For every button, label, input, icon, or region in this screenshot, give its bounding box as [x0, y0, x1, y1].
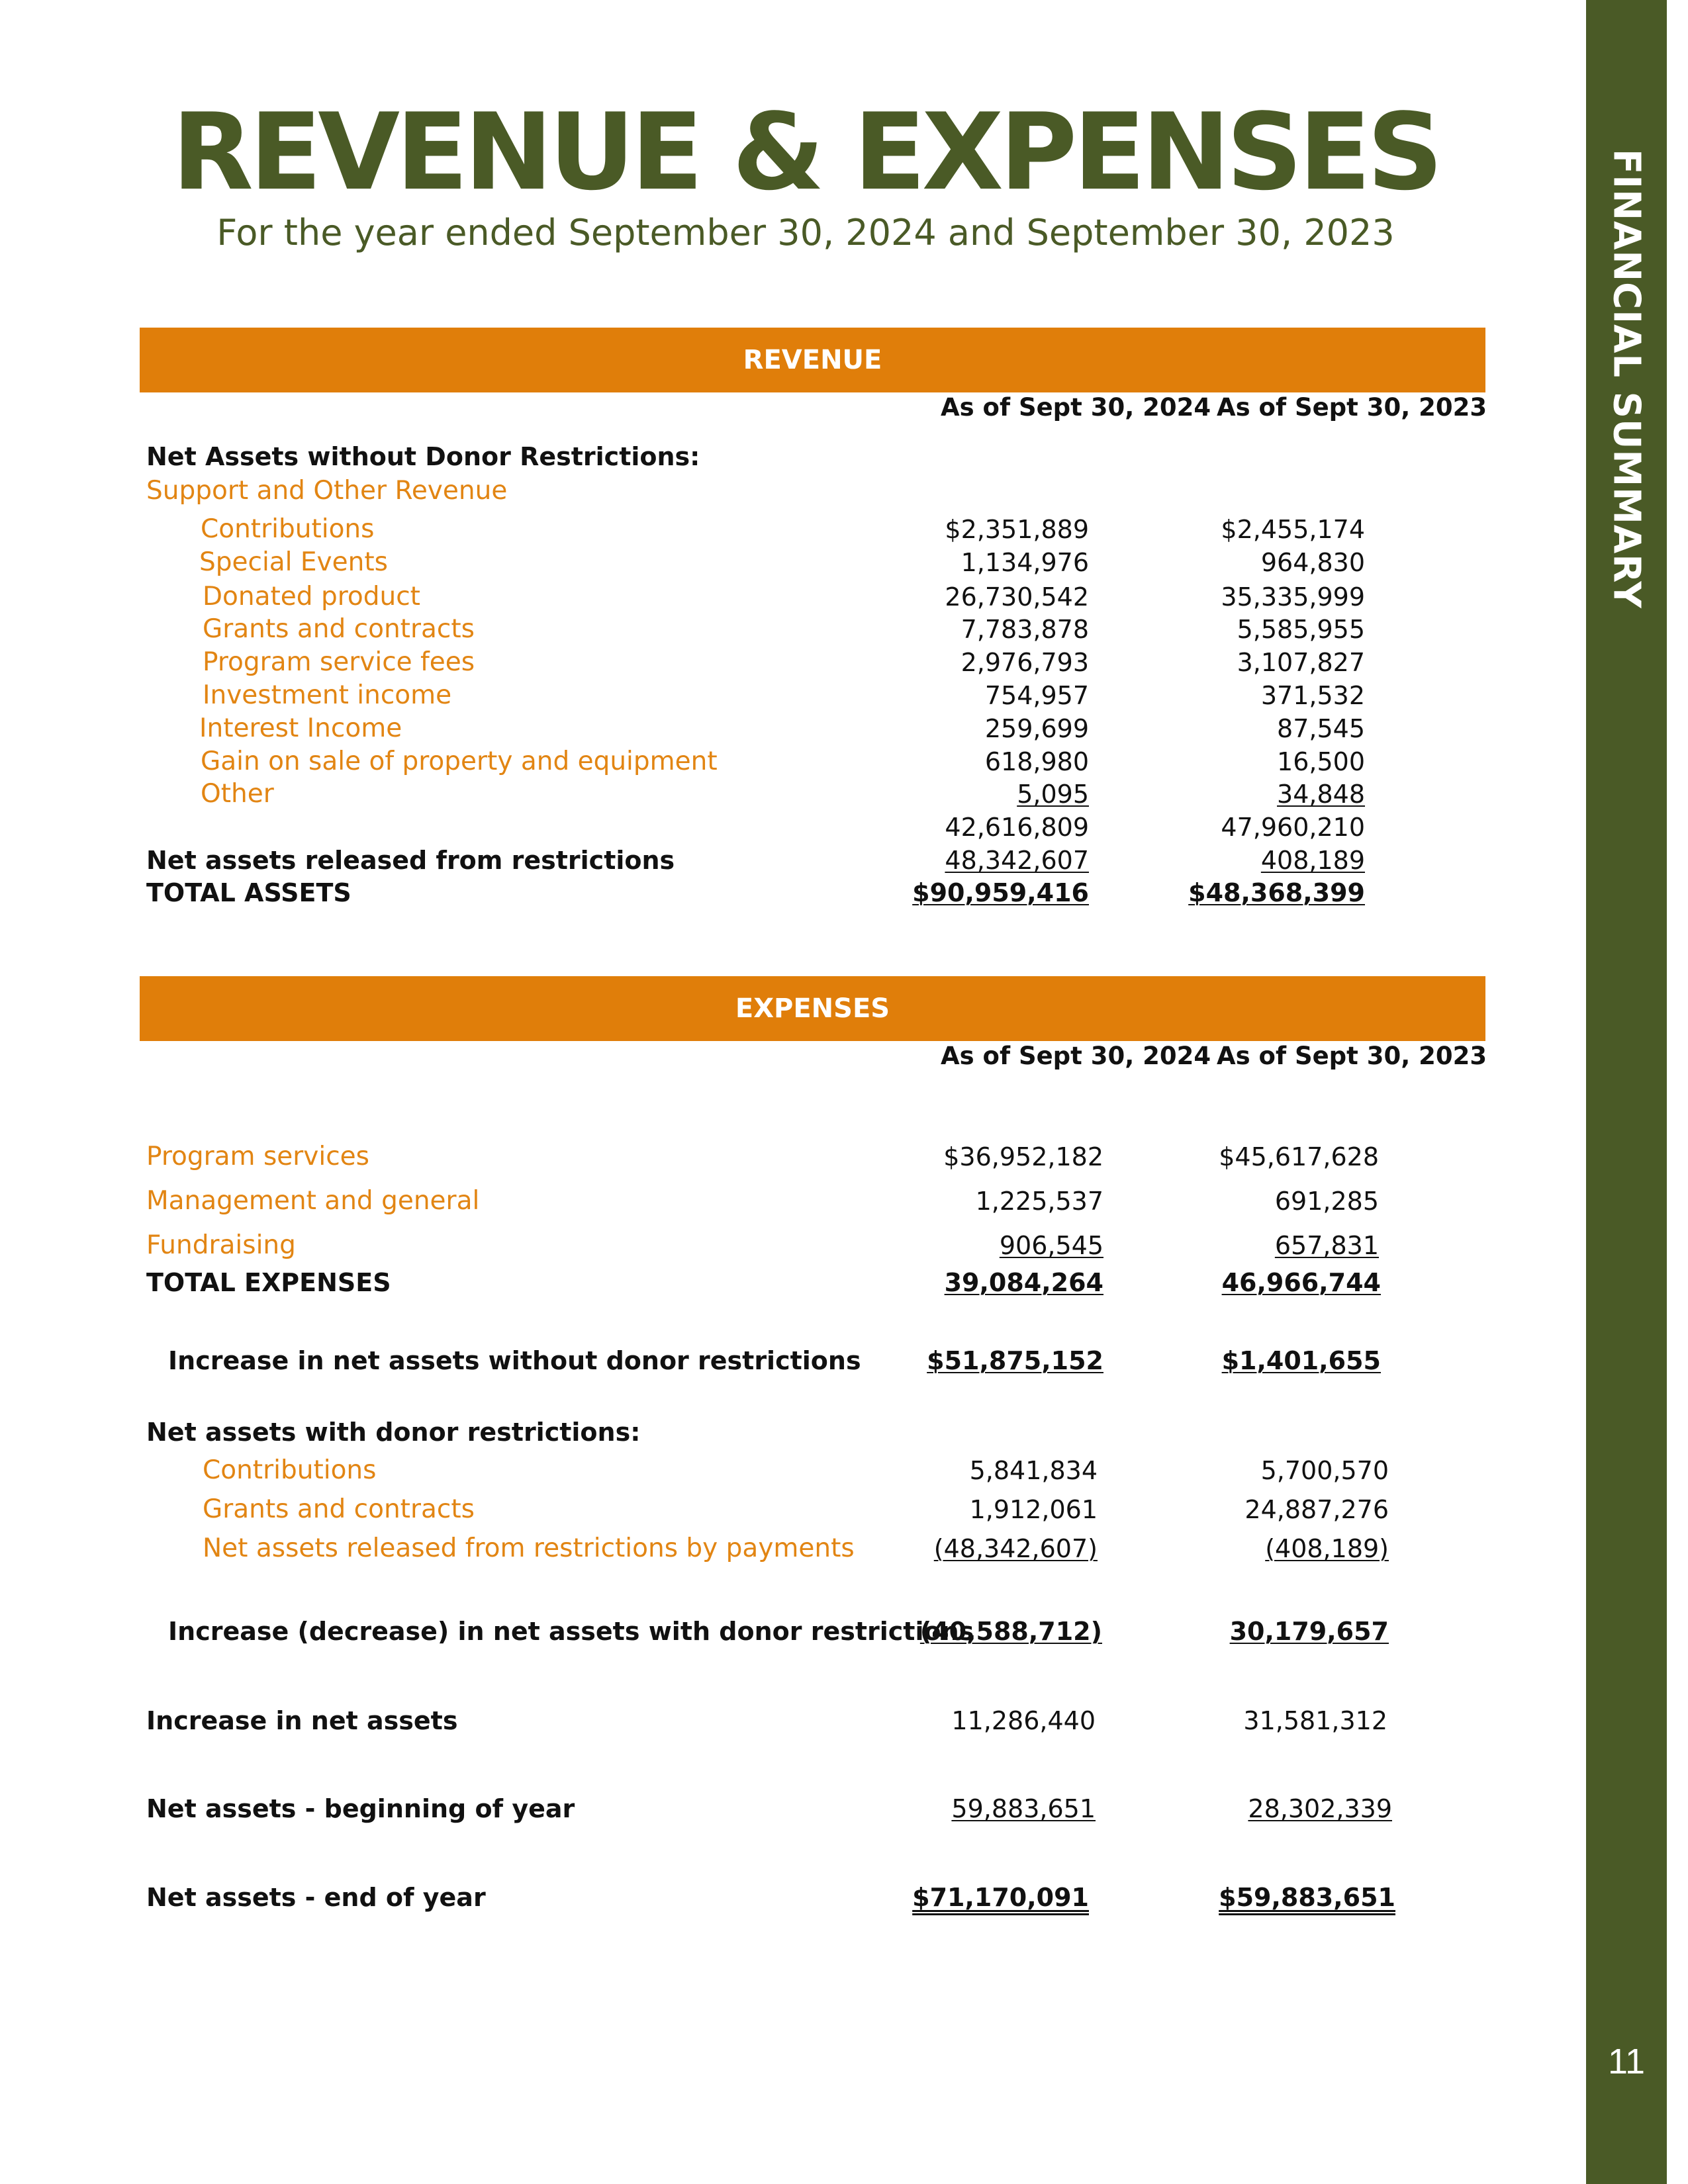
- with-restriction-row-label: Grants and contracts: [203, 1494, 475, 1524]
- with-restriction-row-label: Net assets released from restrictions by payments: [203, 1533, 855, 1563]
- revenue-row: [0, 646, 1688, 679]
- revenue-total-v2024: $90,959,416: [912, 878, 1089, 907]
- page-number: 11: [1607, 2042, 1646, 2081]
- revenue-row-v2024: 618,980: [984, 747, 1089, 776]
- expense-row-v2024: 1,225,537: [975, 1187, 1103, 1216]
- increase-net-assets-label: Increase in net assets: [146, 1706, 458, 1735]
- revenue-row-v2023: 964,830: [1260, 548, 1365, 577]
- revenue-row-v2024: 2,976,793: [961, 648, 1089, 677]
- revenue-row-v2023: 371,532: [1260, 681, 1365, 710]
- expense-row: [0, 1185, 1688, 1218]
- revenue-col-2024: As of Sept 30, 2024: [941, 393, 1211, 422]
- revenue-row-label: Grants and contracts: [203, 614, 475, 644]
- net-assets-with-heading: Net assets with donor restrictions:: [146, 1418, 641, 1447]
- revenue-row-label: Interest Income: [199, 713, 402, 743]
- revenue-row-label: Investment income: [203, 680, 452, 710]
- revenue-released-v2023: 408,189: [1260, 846, 1365, 875]
- revenue-released: [0, 844, 1688, 877]
- with-restriction-row-v2024: (48,342,607): [933, 1534, 1098, 1563]
- expense-row-v2024: $36,952,182: [943, 1142, 1103, 1171]
- increase-with-restrictions-v2023: 30,179,657: [1229, 1617, 1389, 1646]
- with-restriction-row-v2024: 5,841,834: [969, 1456, 1098, 1485]
- revenue-band: REVENUE: [140, 328, 1485, 392]
- expenses-total-v2023: 46,966,744: [1221, 1268, 1381, 1297]
- increase-without-restrictions-label: Increase in net assets without donor restrictions: [168, 1346, 861, 1375]
- revenue-subtotal: [0, 811, 1688, 844]
- revenue-row-label: Program service fees: [203, 647, 475, 677]
- revenue-row-v2024: 259,699: [984, 714, 1089, 743]
- revenue-row-label: Gain on sale of property and equipment: [201, 747, 718, 776]
- revenue-row-v2023: 3,107,827: [1237, 648, 1365, 677]
- net-assets-beginning-label: Net assets - beginning of year: [146, 1794, 575, 1823]
- increase-with-restrictions: [0, 1615, 1688, 1648]
- revenue-row-v2024: 1,134,976: [961, 548, 1089, 577]
- revenue-row: [0, 679, 1688, 712]
- expense-row: [0, 1229, 1688, 1262]
- side-title: FINANCIAL SUMMARY: [1605, 149, 1648, 609]
- expense-row-label: Program services: [146, 1142, 369, 1171]
- revenue-released-label: Net assets released from restrictions: [146, 846, 675, 875]
- revenue-total-v2023: $48,368,399: [1188, 878, 1365, 907]
- revenue-row-label: Other: [201, 779, 274, 809]
- revenue-row-v2023: 16,500: [1277, 747, 1365, 776]
- increase-net-assets-v2024: 11,286,440: [951, 1706, 1096, 1735]
- expenses-total-v2024: 39,084,264: [944, 1268, 1103, 1297]
- net-assets-beginning: [0, 1792, 1688, 1825]
- revenue-subtotal-v2024: 42,616,809: [945, 813, 1089, 842]
- with-restriction-row-v2023: 5,700,570: [1260, 1456, 1389, 1485]
- increase-without-restrictions-v2024: $51,875,152: [927, 1346, 1103, 1375]
- expense-row-label: Management and general: [146, 1186, 480, 1216]
- revenue-row-label: Donated product: [203, 582, 420, 612]
- expense-row: [0, 1140, 1688, 1173]
- expenses-total: [0, 1266, 1688, 1299]
- with-restriction-row-v2023: 24,887,276: [1244, 1495, 1389, 1524]
- expense-row-v2024: 906,545: [999, 1231, 1103, 1260]
- page-title: REVENUE & EXPENSES: [171, 90, 1440, 214]
- expenses-band: EXPENSES: [140, 976, 1485, 1041]
- revenue-released-v2024: 48,342,607: [945, 846, 1089, 875]
- revenue-row-v2024: 7,783,878: [961, 615, 1089, 644]
- revenue-row-v2023: $2,455,174: [1221, 515, 1365, 544]
- net-assets-end: [0, 1881, 1688, 1914]
- with-restriction-row: [0, 1454, 1688, 1487]
- revenue-row-v2023: 34,848: [1277, 780, 1365, 809]
- revenue-subtotal-v2023: 47,960,210: [1221, 813, 1365, 842]
- revenue-total-label: TOTAL ASSETS: [146, 878, 352, 907]
- with-restriction-row: [0, 1493, 1688, 1526]
- revenue-row-label: Special Events: [199, 547, 388, 577]
- increase-with-restrictions-label: Increase (decrease) in net assets with donor restrictions: [168, 1617, 974, 1646]
- with-restriction-row-label: Contributions: [203, 1455, 377, 1485]
- expense-row-label: Fundraising: [146, 1230, 296, 1260]
- revenue-row-v2023: 35,335,999: [1221, 582, 1365, 612]
- increase-net-assets-v2023: 31,581,312: [1243, 1706, 1387, 1735]
- increase-with-restrictions-v2024: (40,588,712): [919, 1617, 1102, 1646]
- revenue-row-label: Contributions: [201, 514, 375, 544]
- revenue-total: [0, 876, 1688, 909]
- net-assets-without-heading: Net Assets without Donor Restrictions:: [146, 442, 700, 471]
- revenue-col-2023: As of Sept 30, 2023: [1217, 393, 1487, 422]
- expense-row-v2023: $45,617,628: [1219, 1142, 1379, 1171]
- revenue-row-v2024: $2,351,889: [945, 515, 1089, 544]
- net-assets-end-v2023: $59,883,651: [1219, 1883, 1395, 1912]
- with-restriction-row-v2023: (408,189): [1265, 1534, 1389, 1563]
- with-restriction-row-v2024: 1,912,061: [969, 1495, 1098, 1524]
- revenue-row: [0, 513, 1688, 546]
- increase-without-restrictions-v2023: $1,401,655: [1221, 1346, 1381, 1375]
- increase-without-restrictions: [0, 1344, 1688, 1377]
- revenue-row-v2024: 5,095: [1017, 780, 1089, 809]
- net-assets-beginning-v2023: 28,302,339: [1248, 1794, 1392, 1823]
- revenue-row-v2024: 26,730,542: [945, 582, 1089, 612]
- revenue-row: [0, 546, 1688, 579]
- net-assets-end-label: Net assets - end of year: [146, 1883, 486, 1912]
- revenue-row: [0, 712, 1688, 745]
- net-assets-end-v2024: $71,170,091: [912, 1883, 1089, 1912]
- revenue-row: [0, 778, 1688, 811]
- expense-row-v2023: 691,285: [1274, 1187, 1379, 1216]
- revenue-row-v2024: 754,957: [984, 681, 1089, 710]
- increase-net-assets: [0, 1704, 1688, 1737]
- expenses-total-label: TOTAL EXPENSES: [146, 1268, 391, 1297]
- expenses-col-2023: As of Sept 30, 2023: [1217, 1042, 1487, 1070]
- net-assets-beginning-v2024: 59,883,651: [951, 1794, 1096, 1823]
- page-subtitle: For the year ended September 30, 2024 and September 30, 2023: [216, 212, 1395, 253]
- support-heading: Support and Other Revenue: [146, 476, 508, 506]
- expense-row-v2023: 657,831: [1274, 1231, 1379, 1260]
- revenue-row-v2023: 87,545: [1277, 714, 1365, 743]
- revenue-row: [0, 613, 1688, 646]
- with-restriction-row: [0, 1532, 1688, 1565]
- expenses-col-2024: As of Sept 30, 2024: [941, 1042, 1211, 1070]
- revenue-row: [0, 745, 1688, 778]
- revenue-row-v2023: 5,585,955: [1237, 615, 1365, 644]
- revenue-row: [0, 580, 1688, 614]
